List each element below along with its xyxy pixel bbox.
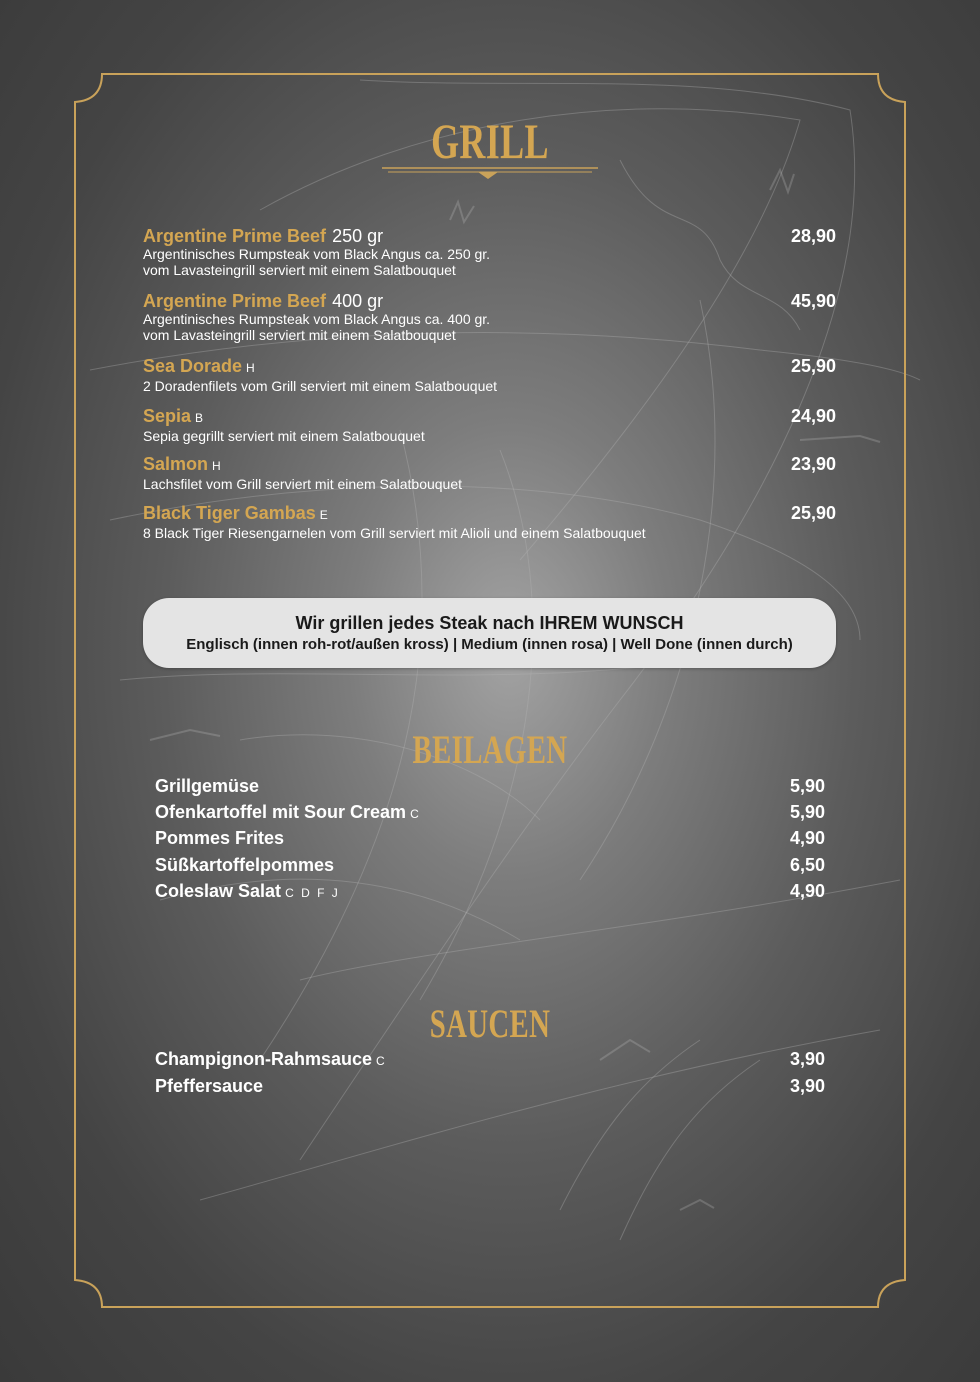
menu-item: [143, 226, 838, 278]
item-name: Black Tiger Gambas: [143, 503, 316, 523]
item-allergen: H: [212, 459, 222, 473]
item-weight: 400 gr: [332, 291, 384, 311]
item-price: 6,50: [789, 855, 825, 875]
item-name: Ofenkartoffel mit Sour Cream: [155, 802, 407, 822]
item-price: 25,90: [790, 503, 836, 523]
item-allergen: E: [319, 508, 329, 522]
item-description: 2 Doradenfilets vom Grill serviert mit einem Salatbouquet: [143, 378, 498, 394]
sauce-item: [155, 1048, 825, 1072]
side-item: [155, 880, 825, 904]
item-name: Pfeffersauce: [155, 1076, 264, 1096]
item-name: Argentine Prime Beef: [143, 226, 327, 246]
grill-section-title: GRILL: [431, 113, 549, 169]
item-name: Argentine Prime Beef: [143, 291, 327, 311]
item-price: 4,90: [789, 828, 825, 848]
side-item: [155, 827, 825, 851]
menu-item: [143, 454, 838, 492]
item-allergen: C: [410, 807, 421, 821]
notice-subtitle: Englisch (innen roh-rot/außen kross) | Medium (innen rosa) | Well Done (innen durch): [186, 636, 793, 653]
menu-item: [143, 406, 838, 444]
item-allergen: H: [246, 361, 256, 375]
item-price: 23,90: [790, 454, 836, 474]
item-price: 28,90: [790, 226, 836, 246]
item-price: 25,90: [790, 356, 836, 376]
item-name: Grillgemüse: [155, 776, 260, 796]
item-weight: 250 gr: [332, 226, 384, 246]
item-description: vom Lavasteingrill serviert mit einem Salatbouquet: [143, 262, 456, 278]
item-allergen: C D F J: [285, 886, 340, 900]
item-description: Sepia gegrillt serviert mit einem Salatbouquet: [143, 428, 425, 444]
side-item: [155, 801, 825, 825]
item-price: 45,90: [790, 291, 836, 311]
item-description: 8 Black Tiger Riesengarnelen vom Grill serviert mit Alioli und einem Salatbouquet: [143, 525, 646, 541]
item-price: 3,90: [789, 1076, 825, 1096]
item-description: Lachsfilet vom Grill serviert mit einem Salatbouquet: [143, 476, 463, 492]
item-name: Sea Dorade: [143, 356, 243, 376]
item-price: 4,90: [789, 881, 825, 901]
side-item: [155, 775, 825, 799]
beilagen-section-title: BEILAGEN: [412, 727, 568, 772]
item-name: Süßkartoffelpommes: [155, 855, 335, 875]
steak-doneness-notice: [143, 598, 836, 668]
menu-item: [143, 291, 838, 343]
item-name: Salmon: [143, 454, 209, 474]
item-name: Champignon-Rahmsauce: [155, 1049, 373, 1069]
item-allergen: B: [195, 411, 205, 425]
item-price: 5,90: [789, 802, 825, 822]
side-item: [155, 854, 825, 878]
item-price: 3,90: [789, 1049, 825, 1069]
item-name: Coleslaw Salat: [155, 881, 282, 901]
notice-title: Wir grillen jedes Steak nach IHREM WUNSCH: [295, 613, 684, 633]
saucen-section-title: SAUCEN: [429, 1001, 551, 1046]
item-name: Pommes Frites: [155, 828, 285, 848]
item-description: vom Lavasteingrill serviert mit einem Salatbouquet: [143, 327, 456, 343]
item-description: Argentinisches Rumpsteak vom Black Angus ca. 400 gr.: [143, 311, 491, 327]
item-description: Argentinisches Rumpsteak vom Black Angus ca. 250 gr.: [143, 246, 491, 262]
item-price: 24,90: [790, 406, 836, 426]
sauce-item: [155, 1075, 825, 1099]
menu-item: [143, 503, 838, 541]
item-allergen: C: [376, 1054, 387, 1068]
menu-item: [143, 356, 838, 394]
item-name: Sepia: [143, 406, 192, 426]
item-price: 5,90: [789, 776, 825, 796]
